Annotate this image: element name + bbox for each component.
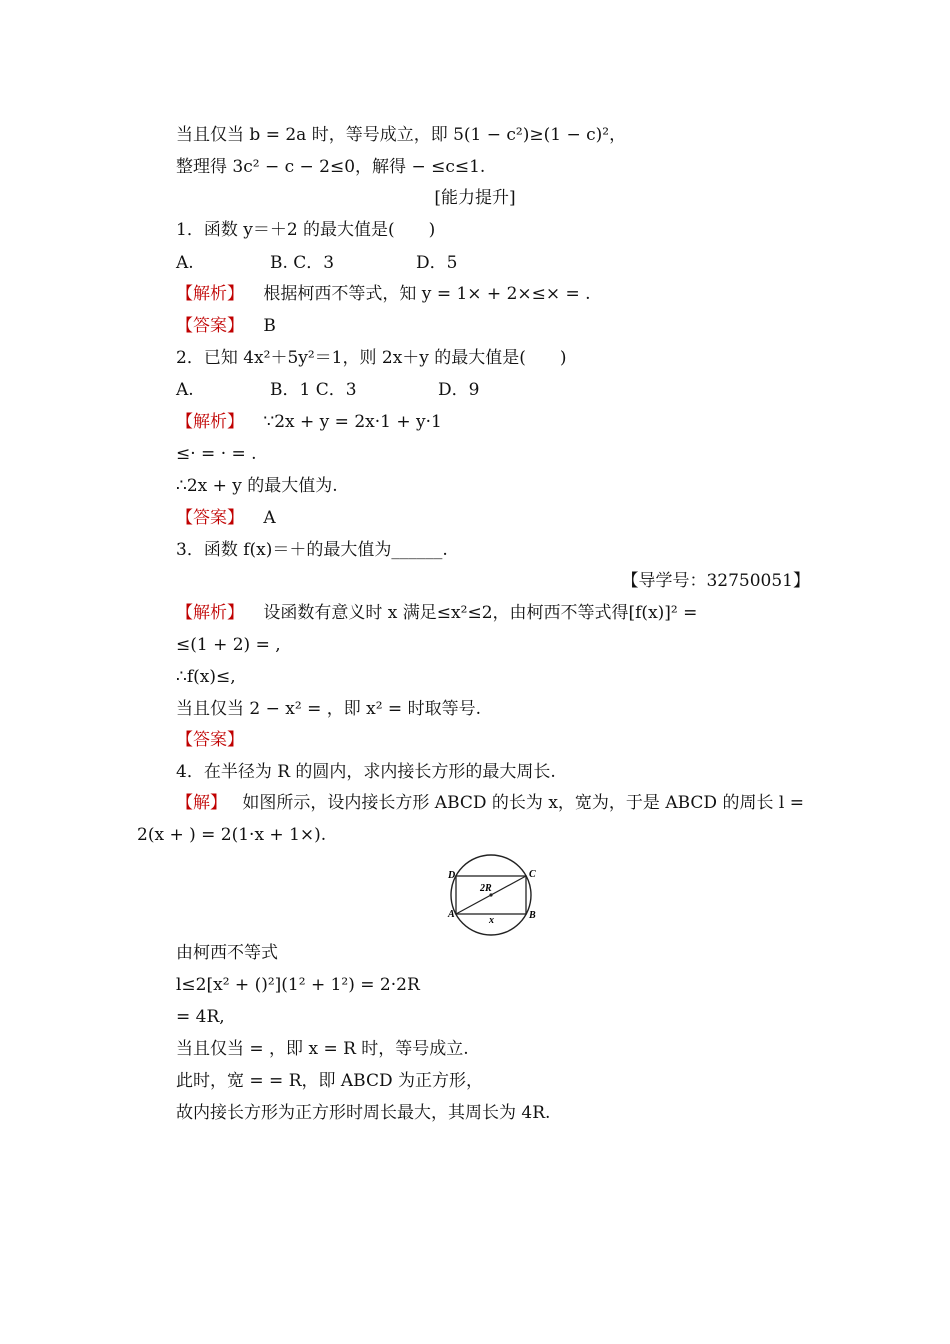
question-2: 2．已知 4x²＋5y²＝1，则 2x＋y 的最大值是( ) xyxy=(176,348,567,368)
options-row xyxy=(176,379,479,401)
section-heading: [能力提升] xyxy=(434,188,516,208)
figure-label-d: D xyxy=(448,870,456,881)
solution-row xyxy=(176,792,804,814)
answer-label: 【答案】 xyxy=(176,730,244,750)
figure-label-b: B xyxy=(529,910,536,921)
analysis-text: ∵2x + y = 2x·1 + y·1 xyxy=(263,412,442,432)
analysis-text: 设函数有意义时 x 满足≤x²≤2，由柯西不等式得[f(x)]² = xyxy=(263,603,698,623)
question-4: 4．在半径为 R 的圆内，求内接长方形的最大周长. xyxy=(176,762,556,782)
text-line: 2(x + ) = 2(1·x + 1×). xyxy=(137,825,327,845)
answer-row xyxy=(176,729,244,751)
text-line: 故内接长方形为正方形时周长最大，其周长为 4R. xyxy=(176,1103,551,1123)
figure-label-2r: 2R xyxy=(480,883,492,894)
analysis-label: 【解析】 xyxy=(176,412,244,432)
text-line: ∴2x + y 的最大值为. xyxy=(176,476,338,496)
text-line: ≤· = · = . xyxy=(176,444,257,464)
analysis-text: 根据柯西不等式，知 y = 1× + 2×≤× = . xyxy=(263,284,591,304)
option-a: A. xyxy=(176,380,194,400)
text-line: 当且仅当 = ，即 x = R 时，等号成立. xyxy=(176,1039,469,1059)
inscribed-rectangle-figure xyxy=(440,850,550,942)
answer-row xyxy=(176,507,276,529)
text-line: ≤(1 + 2) = , xyxy=(176,635,281,655)
answer-text: B xyxy=(263,316,276,336)
text-line: 当且仅当 2 − x² = ，即 x² = 时取等号. xyxy=(176,699,481,719)
question-3: 3．函数 f(x)＝＋的最大值为______. xyxy=(176,540,448,560)
solution-text: 如图所示，设内接长方形 ABCD 的长为 x，宽为，于是 ABCD 的周长 l = xyxy=(242,793,804,813)
option-d: D．9 xyxy=(438,380,480,400)
answer-row xyxy=(176,315,276,337)
figure-label-a: A xyxy=(448,909,455,920)
figure-label-c: C xyxy=(529,869,536,880)
text-line: = 4R, xyxy=(176,1007,225,1027)
text-line: 当且仅当 b = 2a 时，等号成立，即 5(1 − c²)≥(1 − c)²， xyxy=(176,125,627,145)
option-bc: B．1 C．3 xyxy=(270,380,357,400)
text-line: 此时，宽 = = R，即 ABCD 为正方形， xyxy=(176,1071,484,1091)
option-d: D．5 xyxy=(416,253,458,273)
answer-text: A xyxy=(263,508,276,528)
figure-label-x: x xyxy=(489,915,494,926)
text-line: l≤2[x² + ()²](1² + 1²) = 2·2R xyxy=(176,975,420,995)
text-line: 由柯西不等式 xyxy=(176,943,278,963)
solution-label: 【解】 xyxy=(176,793,227,813)
analysis-label: 【解析】 xyxy=(176,603,244,623)
analysis-row xyxy=(176,283,591,305)
answer-label: 【答案】 xyxy=(176,316,244,336)
analysis-row xyxy=(176,411,442,433)
question-1: 1．函数 y＝＋2 的最大值是( ) xyxy=(176,220,436,240)
option-bc: B. C．3 xyxy=(270,253,335,273)
analysis-label: 【解析】 xyxy=(176,284,244,304)
options-row xyxy=(176,252,457,274)
analysis-row xyxy=(176,602,697,624)
answer-label: 【答案】 xyxy=(176,508,244,528)
option-a: A. xyxy=(176,253,194,273)
study-number-tag: 【导学号：32750051】 xyxy=(621,571,810,591)
text-line: 整理得 3c² − c − 2≤0，解得 − ≤c≤1. xyxy=(176,157,486,177)
text-line: ∴f(x)≤, xyxy=(176,667,236,687)
